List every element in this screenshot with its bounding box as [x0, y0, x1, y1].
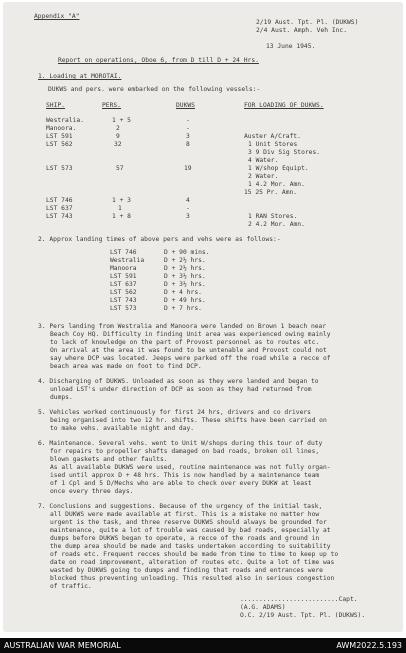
loading-note: 15 25 Pr. Amn. [244, 189, 298, 196]
paragraph-line: beach area was made on foot to find DCP. [50, 363, 202, 370]
ship-dukws: 8 [186, 141, 190, 148]
signature-title: O.C. 2/19 Aust. Tpt. Pl. (DUKWS). [240, 612, 366, 619]
section-2-heading: 2. Approx landing times of above pers and vehs were as follows:- [38, 236, 281, 243]
signature-line: ..........................Capt. [240, 596, 358, 603]
ship-name: LST 562 [46, 141, 73, 148]
paragraph-line: dumps before DUKWS began to operate, a recce of the roads and ground in [50, 535, 320, 542]
unit-line-2: 2/4 Aust. Amph. Veh Inc. [256, 27, 347, 34]
section-1-intro: DUKWS and pers. were embarked on the following vessels:- [48, 86, 261, 93]
paragraph-line: being organised into two 12 hr. shifts. These shifts have been carried on [50, 417, 327, 424]
ship-name: LST 746 [46, 197, 73, 204]
column-header-pers: PERS. [102, 102, 121, 109]
loading-note: 4 Water. [248, 157, 279, 164]
column-header-loading: FOR LOADING OF DUKWS. [244, 102, 324, 109]
landing-time: D + 7 hrs. [164, 305, 202, 312]
ship-pers: 1 [118, 205, 122, 212]
document-date: 13 June 1945. [266, 43, 316, 50]
landing-ship: LST 637 [110, 281, 137, 288]
ship-name: LST 637 [46, 205, 73, 212]
paragraph-line: to lack of knowledge on the part of Provost personnel as to routes etc. [50, 339, 320, 346]
loading-note: Auster A/Craft. [244, 133, 301, 140]
column-header-dukws: DUKWS [176, 102, 195, 109]
ship-name: LST 573 [46, 165, 73, 172]
paragraph-line: of traffic. [50, 583, 92, 590]
paragraph-line: date on road improvement, alteration of routes etc. Quite a lot of time was [50, 559, 335, 566]
loading-note: 1 Unit Stores [248, 141, 298, 148]
paragraph-line: blocked thus preventing unloading. This resulted also in serious congestion [50, 575, 335, 582]
landing-ship: LST 746 [110, 249, 137, 256]
archive-footer-strip [0, 638, 406, 653]
ship-pers: 1 + 8 [112, 213, 131, 220]
ship-pers: 32 [114, 141, 122, 148]
paragraph-line: unload LST's under direction of DCP as soon as they had returned from [50, 386, 312, 393]
landing-time: D + 4 hrs. [164, 289, 202, 296]
paragraph-line: 6. Maintenance. Several vehs. went to Unit W/shops during this tour of duty [38, 440, 323, 447]
paragraph-line: of 1 Cpl and 5 D/Mechs who are able to check over every DUKW at least [50, 480, 312, 487]
ship-dukws: - [186, 205, 190, 212]
ship-dukws: 3 [186, 133, 190, 140]
loading-note: 2 4.2 Mor. Amn. [248, 221, 305, 228]
report-title: Report on operations, Oboe 6, from D till D + 24 Hrs. [58, 57, 259, 64]
loading-note: 2 Water. [248, 173, 279, 180]
paragraph-line: wasted by DUKWS going to dumps and finding that roads and entrances were [50, 567, 323, 574]
paragraph-line: 3. Pers landing from Westralia and Manoora were landed on Brown 1 beach near [38, 323, 327, 330]
section-1-heading: 1. Loading at MOROTAI. [38, 73, 122, 80]
paragraph-line: dumps. [50, 394, 73, 401]
landing-ship: Manoora [110, 265, 137, 272]
paragraph-line: ised until approx D + 48 hrs. This is now handled by a maintenance team [50, 472, 320, 479]
paragraph-line: As all available DUKWS were used, routine maintenance was not fully organ- [50, 464, 331, 471]
paragraph-line: the dump area should be made and tasks undertaken according to suitability [50, 543, 331, 550]
landing-ship: Westralia [110, 257, 145, 264]
ship-dukws: - [186, 125, 190, 132]
landing-time: D + 2½ hrs. [164, 265, 206, 272]
landing-ship: LST 591 [110, 273, 137, 280]
paragraph-line: say where DCP was located. Jeeps were parked off the road while a recce of [50, 355, 331, 362]
appendix-label: Appendix "A" [34, 13, 80, 20]
ship-pers: 1 + 5 [112, 117, 131, 124]
unit-line-1: 2/19 Aust. Tpt. Pl. (DUKWS) [256, 19, 359, 26]
paragraph-line: 5. Vehicles worked continuously for first 24 hrs, drivers and co drivers [38, 409, 311, 416]
ship-dukws: 3 [186, 213, 190, 220]
ship-name: Westralia. [46, 117, 84, 124]
paragraph-line: On arrival at the area it was found to be untenable and Provost could not [50, 347, 327, 354]
ship-dukws: - [186, 117, 190, 124]
landing-time: D + 3½ hrs. [164, 273, 206, 280]
paragraph-line: Beach Coy HQ. Difficulty in finding Unit area was experienced owing mainly [50, 331, 331, 338]
paragraph-line: all DUKWS were made available at first. This is a mistake no matter how [50, 511, 320, 518]
landing-ship: LST 743 [110, 297, 137, 304]
ship-pers: 9 [116, 133, 120, 140]
ship-name: LST 743 [46, 213, 73, 220]
paragraph-line: once every three days. [50, 488, 134, 495]
landing-time: D + 2½ hrs. [164, 257, 206, 264]
landing-ship: LST 573 [110, 305, 137, 312]
ship-pers: 2 [116, 125, 120, 132]
ship-pers: 1 + 3 [112, 197, 131, 204]
column-header-ship: SHIP. [46, 102, 65, 109]
paragraph-line: for repairs to propeller shafts damaged on bad roads, broken oil lines, [50, 448, 320, 455]
paragraph-line: 7. Conclusions and suggestions. Because of the urgency of the initial task, [38, 503, 323, 510]
paragraph-line: urgent is the task, and three reserve DUKWS should always be grounded for [50, 519, 327, 526]
signature-name: (A.G. ADAMS) [240, 604, 286, 611]
loading-note: 1 W/shop Equipt. [248, 165, 309, 172]
paragraph-line: blown gaskets and other faults. [50, 456, 168, 463]
loading-note: 1 RAN Stores. [248, 213, 298, 220]
archive-reference: AWM2022.5.193 [336, 641, 402, 650]
ship-dukws: 19 [184, 165, 192, 172]
paragraph-line: 4. Discharging of DUKWS. Unloaded as soon as they were landed and began to [38, 378, 319, 385]
landing-time: D + 49 hrs. [164, 297, 206, 304]
ship-name: Manoora. [46, 125, 77, 132]
document-page [4, 3, 402, 631]
landing-time: D + 90 mins. [164, 249, 210, 256]
ship-dukws: 4 [186, 197, 190, 204]
loading-note: 3 9 Div Sig Stores. [248, 149, 321, 156]
ship-pers: 57 [116, 165, 124, 172]
paragraph-line: to make vehs. available night and day. [50, 425, 195, 432]
landing-time: D + 3½ hrs. [164, 281, 206, 288]
paragraph-line: of roads etc. Frequent recces should be made from time to time to keep up to [50, 551, 339, 558]
ship-name: LST 591 [46, 133, 73, 140]
paragraph-line: maintenance, quite a lot of trouble was caused by bad roads, especially at [50, 527, 331, 534]
loading-note: 1 4.2 Mor. Amn. [248, 181, 305, 188]
archive-name: AUSTRALIAN WAR MEMORIAL [4, 641, 121, 650]
landing-ship: LST 562 [110, 289, 137, 296]
